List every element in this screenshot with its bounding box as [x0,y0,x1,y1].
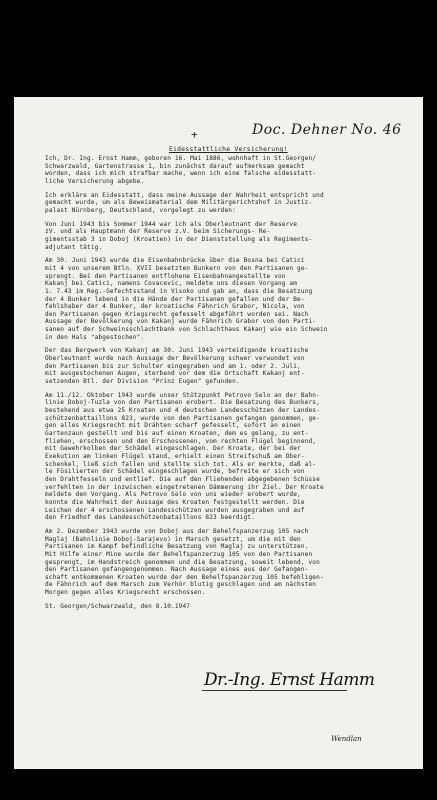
cross-mark: + [191,128,198,141]
document-reference: Doc. Dehner No. 46 [252,122,402,138]
signature-underline [202,690,347,691]
document-title: Eidesstattliche Versicherung! [169,146,288,153]
paragraph-kakanj-mine: Der das Bergwerk von Kakanj am 30. Juni 1943 verteidigende kroatische Oberleutnant wurde nach Aussage der Bevölkerung schwer verwundet von den Partisanen bis zur Schulter eingegraben und am 1. oder 2. Juli, mit ausgestochenen Augen, sterbend vor dem die Ortschaft Kakanj ent- setzenden Btl. der Division "Prinz Eugen" gefunden. [45,347,309,386]
paragraph-identity: Ich, Dr. Ing. Ernst Hamm, geboren 16. Mai 1886, wohnhaft in St.Georgen/ Schwarzwald, Gartenstrasse 1, bin zunächst darauf aufmerksam gemacht worden, dass ich mich strafbar mache, wenn ich eine falsche eidesstatt- liche Versicherung abgebe. [45,155,317,185]
paragraph-service: Von Juni 1943 bis Sommer 1944 war ich als Oberleutnant der Reserve zV. und als Hauptmann der Reserve z.V. beim Sicherungs- Re- gimentsstab 3 in Doboj (Kroatien) in der Dienststellung als Regiments- adjutant tätig. [45,220,313,251]
handwritten-signature: Dr.-Ing. Ernst Hamm [204,670,375,690]
paragraph-declaration: Ich erkläre an Eidesstatt, dass meine Aussage der Wahrheit entspricht und gemacht wurde, um als Beweismaterial dem Militärgerichtshof in Justiz- palast Nürnberg, Deutschland, vorgelegt zu werden: [45,191,324,214]
paragraph-catici-bridge: Am 30. Juni 1943 wurde die Eisenbahnbrücke über die Bosna bei Catici mit 4 von unserem Btln. XVII besetzten Bunkern von den Partisanen ge- sprengt. Bei den Partisanen entflohene Eisenbahnangestellte von Kakanj bei Catici, namens Covacevic, meldete uns diesen Vorgang am 1. 7.43 im Reg.-Gefechtsstand in Visoko und gab an, dass die Besatzung der 4 Bunker lebend in die Hände der Partisanen gefallen und der Be- fehlshaber der 4 Bunker, der kroatische Fähnrich Grabor, Nicola, von den Partisanen gegen Kriegsrecht gefesselt abgeführt worden sei. Nach Aussage der Bevölkerung von Kakanj wurde Fähnrich Grabor von den Parti- sanen auf der Schweinsschlachtbank von Schlachthaus Kakanj wie ein Schwein in den Hals "abgestochen". [45,257,328,341]
paragraph-petrovo-selo: Am 11./12. Oktober 1943 wurde unser Stützpunkt Petrovo Selo an der Bahn- linie Doboj-Tuzla von den Partisanen erobert. Die Besatzung des Bunkers, bestehend aus etwa 25 Kroaten und 4 deutschen Landesschützen der Landes- schützenbattaillons 823, wurde von den Partisanen gefangen genommen, ge- gen alles Kriegsrecht mit Drähten scharf gefesselt, sofort an einen Gartenzaun gestellt und bis auf einen Kroaten, dem es gelang, zu ent- fliehen, erschossen und den Erschossenen, vom rechten Flügel beginnend, mit Gewehrkolben der Schädel eingeschlagen. Der Kroate, der bei der Exekution am linken Flügel stand, erhielt einen Streifschuß am Ober- schenkel, ließ sich fallen und stellte sich tot. Als er merkte, daß al- le Füsilierten der Schädel eingeschlagen wurde, befreite er sich von den Drahtfesseln und entlief. Die auf den Fliehenden abgegebenen Schüsse verfehlten in der inzwischen eingetretenen Dämmerung ihr Ziel. Der Kroate meldete den Vorgang. Als Petrovo Selo von uns wieder erobert wurde, konnte die Wahrheit der Aussage des Kroaten festgestellt werden. Die Leichen der 4 erschossenen Landesschützen wurden ausgegraben und auf den Friedhof des Landesschützenbataillons 823 beerdigt. [45,391,324,522]
paragraph-armored-train: Am 2. Dezember 1943 wurde von Doboj aus der Behelfspanzerzug 105 nach Maglaj (Bahnlinie Doboj-Sarajevo) in Marsch gesetzt, um die mit den Partisanen im Kampf befindliche Besatzung von Maglaj zu unterstützen. Mit Hilfe einer Mine wurde der Behelfspanzerzug 105 von den Partisanen gesprengt, im Handstreich genommen und die Besatzung, soweit lebend, von den Partisanen gefangengenommen. Nach Aussage eines aus der Gefangen- schaft entkommenen Kroaten wurde der den Behelfspanzerzug 105 befehligen- de Fähnrich auf dem Marsch zum Verhör blutig geschlagen und am nächsten Morgen gegen alles Kriegsrecht erschossen. [45,527,324,597]
document-page [14,97,423,769]
witness-annotation: Wendlan [331,735,362,743]
place-date-line: St. Georgen/Schwarzwald, den 8.10.1947 [45,602,191,610]
document-body [45,155,395,616]
